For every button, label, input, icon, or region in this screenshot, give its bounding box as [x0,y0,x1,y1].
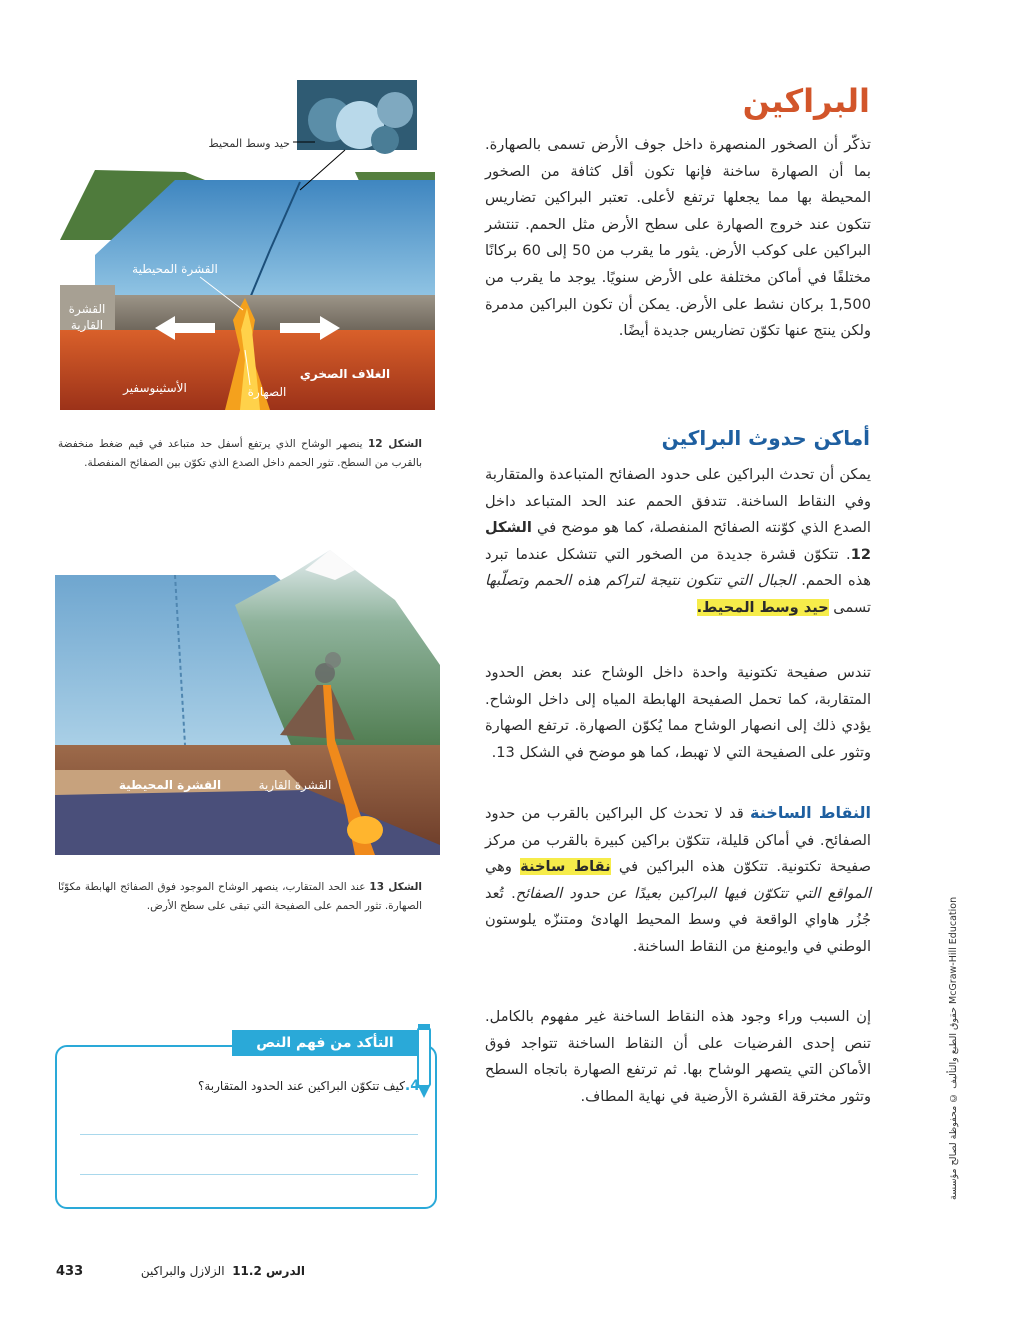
p4-text-3: . تُعد جُزُر هاواي الواقعة في وسط المحيط الهادئ ومتنزّه يلوستون الوطني في وايومنغ من النقاط الساخنة. [485,884,871,955]
question-text: كيف تتكوّن البراكين عند الحدود المتقاربة؟ [197,1079,405,1093]
term-mid-ocean-ridge: حيد وسط المحيط. [696,598,829,616]
section-heading: أماكن حدوث البراكين [661,426,870,450]
reading-check-box [55,1045,437,1209]
label-lithosphere: الغلاف الصخري [299,367,391,381]
fig12-reference: الشكل 12 [485,519,871,563]
p2-text: يمكن أن تحدث البراكين على حدود الصفائح المتباعدة والمتقاربة وفي النقاط الساخنة. تتدفق الحمم عند الحد المتباعد داخل الصدع الذي كوّنته الصفائح المنفصلة، كما هو موضح في [485,466,871,537]
answer-line-2[interactable] [80,1174,418,1175]
hotspots-heading: النقاط الساخنة [750,803,871,822]
label-oceanic-crust-13: القشرة المحيطية [118,778,222,792]
figure-13-diagram [55,545,440,860]
figure-12-caption-text: ينصهر الوشاح الذي يرتفع أسفل حد متباعد في قيم ضغط منخفضة بالقرب من السطح. تثور الحمم داخل الصدع الذي تكوّن بين الصفائح المنفصلة. [58,438,422,469]
figure-12-number: الشكل 12 [367,438,422,450]
figure-13-number: الشكل 13 [369,881,422,893]
label-continental-crust-2: القارية [70,318,104,332]
p4-text: قد لا تحدث كل البراكين بالقرب من حدود الصفائح. في أماكن قليلة، تتكوّن براكين كبيرة بالقرب من مركز صفيحة تكتونية. تتكوّن هذه البراكين في [485,805,872,876]
paragraph-convergent: تندس صفيحة تكتونية واحدة داخل الوشاح عند بعض الحدود المتقاربة، كما تحمل الصفيحة الهابطة المياه إلى داخل الوشاح. يؤدي ذلك إلى انصهار الوشاح مما يُكوّن الصهارة. ترتفع الصهارة وتثور على الصفيحة التي لا تهبط، كما هو موضح في الشكل 13. [485,664,871,761]
figure-12-diagram [55,80,440,415]
p2-text-2: . تتكوّن قشرة جديدة من الصخور التي تتشكل عندما تبرد هذه الحمم. [485,545,871,590]
figure-12-caption [58,435,422,473]
page-number: 433 [56,1264,84,1279]
question-4 [120,1078,420,1094]
label-mid-ocean-ridge: حيد وسط المحيط [208,137,290,150]
answer-line-1[interactable] [80,1134,418,1135]
figure-13-caption-text: عند الحد المتقارب، ينصهر الوشاح الموجود فوق الصفائح الهابطة مكوّنًا الصهارة. تثور الحمم على الصفيحة التي تبقى على سطح الأرض. [58,881,422,912]
paragraph-divergent [485,462,871,622]
question-number: 4. [404,1078,420,1094]
reading-check-banner: التأكد من فهم النص [232,1030,418,1056]
p4-definition: المواقع التي تتكوّن فيها البراكين بعيدًا عن حدود الصفائح [515,884,871,902]
label-magma: الصهارة [247,385,287,399]
term-hot-spots: نقاط ساخنة [520,858,611,876]
paragraph-hotspot-hypothesis: إن السبب وراء وجود هذه النقاط الساخنة غير مفهوم بالكامل. تنص إحدى الفرضيات على أن النقاط الساخنة تتواجد فوق الأماكن التي يتصهر الوشاح بها. ثم ترتفع الصهارة باتجاه السطح وتثور مخترقة القشرة الأرضية في نهاية المطاف. [485,1008,871,1105]
footer-lesson [110,1264,305,1278]
page-title: البراكين [742,82,870,120]
p4-text-2: وهي [485,858,521,876]
label-asthenosphere: الأسثينوسفير [123,381,187,395]
label-continental-crust-13: القشرة القارية [258,778,332,792]
p2-text-3: تسمى [828,598,871,616]
label-oceanic-crust: القشرة المحيطية [132,262,218,276]
side-copyright: حقوق الطبع والتأليف © محفوظة لصالح مؤسسة McGraw-Hill Education [948,896,959,1200]
footer-lesson-number: الدرس 11.2 [232,1264,305,1278]
footer-lesson-title: الزلازل والبراكين [140,1264,225,1278]
label-continental-crust-1: القشرة [68,302,106,316]
figure-13-caption [58,878,422,916]
paragraph-hotspots [485,800,871,961]
p2-definition: الجبال التي تتكون نتيجة لتراكم هذه الحمم وتصلّبها [485,572,796,590]
intro-paragraph: تذكّر أن الصخور المنصهرة داخل جوف الأرض تسمى بالصهارة. بما أن الصهارة ساخنة فإنها تكون أقل كثافة من الصخور المحيطة بها مما يجعلها ترتفع لأعلى. تعتبر البراكين تضاريس تتكون عند خروج الصهارة على سطح الأرض مثل الحمم. تنتشر البراكين على كوكب الأرض. يثور ما يقرب من 50 إلى 60 بركانًا مختلفًا في أماكن مختلفة على الأرض سنويًا. يوجد ما يقرب من 1,500 بركان نشط على الأرض. يمكن أن تكون البراكين مدمرة ولكن ينتج عنها تكوّن تضاريس جديدة أيضًا. [485,136,871,340]
